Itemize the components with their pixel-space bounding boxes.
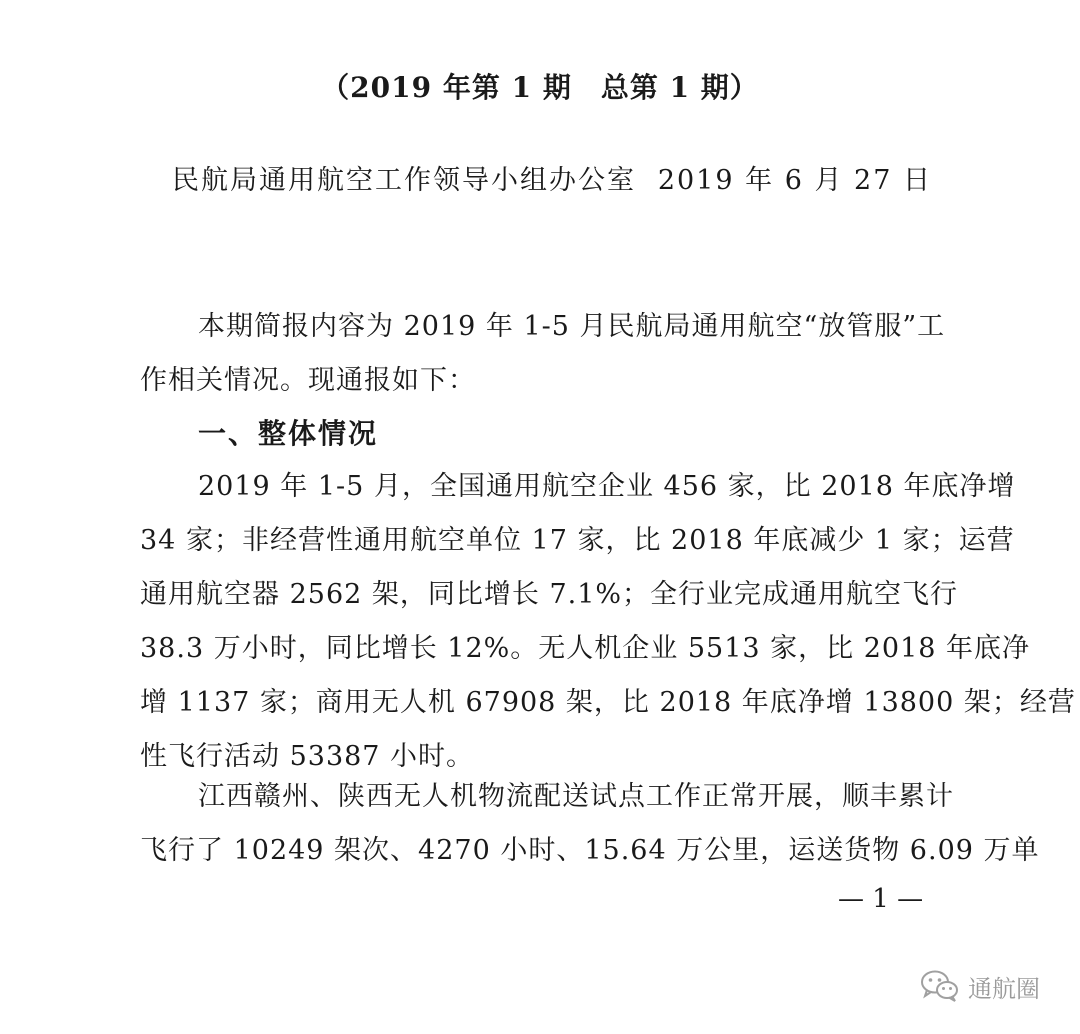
paragraph-line: 2019 年 1-5 月，全国通用航空企业 456 家，比 2018 年底净增 [198,471,1016,502]
paragraph-line: 通用航空器 2562 架，同比增长 7.1%；全行业完成通用航空飞行 [140,579,959,610]
paragraph-line: 作相关情况。现通报如下： [140,365,476,396]
paragraph-line: 38.3 万小时，同比增长 12%。无人机企业 5513 家，比 2018 年底净 [140,633,1031,664]
intro-paragraph [140,300,946,408]
paragraph-line: 本期简报内容为 2019 年 1-5 月民航局通用航空“放管服”工 [198,311,946,342]
issuer-date-line [172,158,932,197]
paragraph-line: 增 1137 家；商用无人机 67908 架，比 2018 年底净增 13800 架；经营 [140,687,1076,718]
issue-date: 2019 年 6 月 27 日 [657,165,932,196]
paragraph-line: 飞行了 10249 架次、4270 小时、15.64 万公里，运送货物 6.09 万单 [140,835,1040,866]
overall-paragraph [140,460,1076,784]
paragraph-line: 江西赣州、陕西无人机物流配送试点工作正常开展，顺丰累计 [198,781,954,812]
wechat-icon [920,969,960,1003]
issue-number: （2019 年第 1 期 总第 1 期） [321,71,759,104]
page-number: — 1 — [838,884,924,914]
section-heading: 一、整体情况 [198,417,379,450]
watermark [920,966,1040,1006]
drone-logistics-paragraph [140,770,1040,878]
paragraph-line: 34 家；非经营性通用航空单位 17 家，比 2018 年底减少 1 家；运营 [140,525,1015,556]
paragraph-line: 性飞行活动 53387 小时。 [140,741,475,772]
issuer-name: 民航局通用航空工作领导小组办公室 [172,165,636,196]
watermark-text: 通航圈 [968,974,1040,1003]
